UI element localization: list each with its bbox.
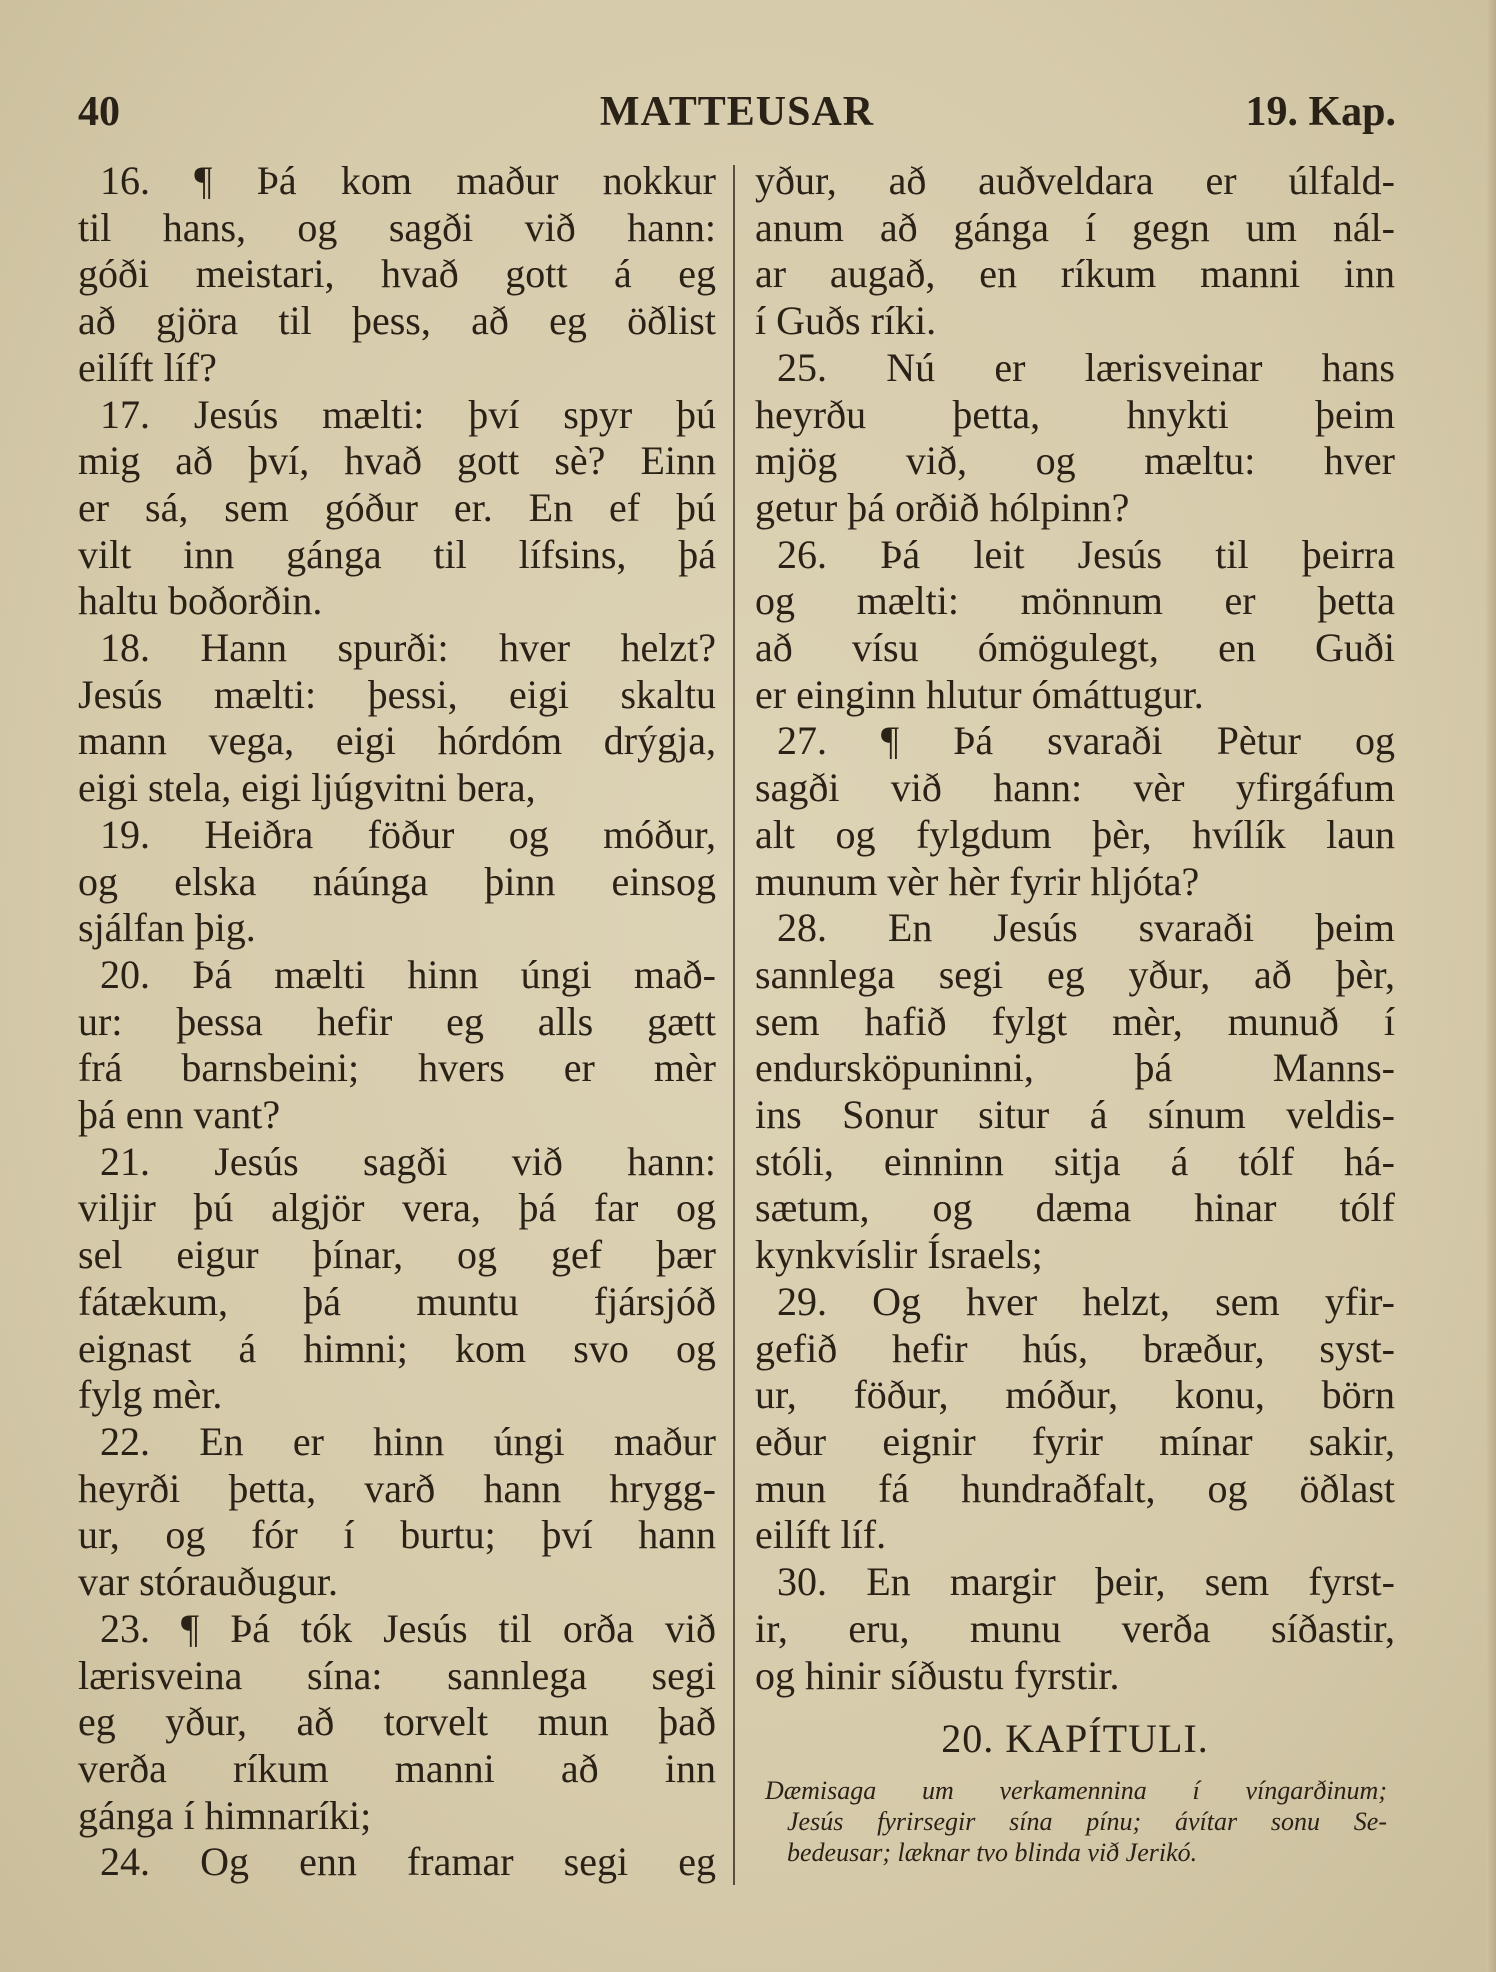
text-line: í Guðs ríki. [755, 298, 937, 344]
text-line: að vísu ómögulegt, en Guði [755, 625, 1395, 671]
verse-paragraph [78, 1839, 716, 1886]
book-title: MATTEUSAR [599, 89, 875, 135]
text-line: 26. Þá leit Jesús til þeirra [777, 531, 1395, 577]
verse-paragraph [755, 905, 1395, 1279]
text-line: yður, að auðveldara er úlfald- [755, 158, 1395, 203]
text-line: alt og fylgdum þèr, hvílík laun [755, 811, 1395, 857]
text-line: sel eigur þínar, og gef þær [78, 1232, 716, 1278]
text-line: eður eignir fyrir mínar sakir, [755, 1418, 1395, 1464]
text-line: kynkvíslir Ísraels; [755, 1232, 1043, 1278]
text-line: 22. En er hinn úngi maður [100, 1418, 716, 1464]
text-line: mig að því, hvað gott sè? Einn [78, 438, 716, 484]
page-number: 40 [78, 89, 120, 135]
text-line: sjálfan þig. [78, 905, 256, 951]
text-line: sem hafið fylgt mèr, munuð í [755, 998, 1395, 1044]
summary-line: Jesús fyrirsegir sína pínu; ávítar sonu Se- [787, 1807, 1387, 1837]
text-line: 30. En margir þeir, sem fyrst- [777, 1559, 1395, 1605]
left-column [78, 158, 716, 1886]
text-line: ur, föður, móður, konu, börn [755, 1372, 1395, 1418]
summary-line: bedeusar; læknar tvo blinda við Jerikó. [787, 1838, 1198, 1868]
text-line: góði meistari, hvað gott á eg [78, 251, 716, 297]
text-line: ins Sonur situr á sínum veldis- [755, 1092, 1395, 1138]
text-line: til hans, og sagði við hann: [78, 204, 716, 250]
text-line: mjög við, og mæltu: hver [755, 438, 1395, 484]
text-line: anum að gánga í gegn um nál- [755, 204, 1395, 250]
text-line: sætum, og dæma hinar tólf [755, 1185, 1395, 1231]
verse-paragraph [755, 1279, 1395, 1559]
text-line: 24. Og enn framar segi eg [100, 1839, 716, 1885]
summary-line: Dæmisaga um verkamennina í víngarðinum; [765, 1776, 1387, 1806]
text-line: sagði við hann: vèr yfirgáfum [755, 765, 1395, 811]
text-line: eignast á himni; kom svo og [78, 1325, 716, 1371]
text-line: 28. En Jesús svaraði þeim [777, 905, 1395, 951]
verse-paragraph [78, 625, 716, 812]
text-line: 16. ¶ Þá kom maður nokkur [100, 158, 716, 203]
text-line: ar augað, en ríkum manni inn [755, 251, 1395, 297]
verse-paragraph [755, 345, 1395, 532]
text-line: mann vega, eigi hórdóm drýgja, [78, 718, 716, 764]
column-divider [733, 165, 735, 1885]
text-line: vilt inn gánga til lífsins, þá [78, 531, 716, 577]
text-line: eilíft líf? [78, 344, 217, 390]
text-line: er einginn hlutur ómáttugur. [755, 671, 1204, 717]
text-line: ur, og fór í burtu; því hann [78, 1512, 716, 1558]
verse-paragraph [78, 1139, 716, 1419]
text-line: 23. ¶ Þá tók Jesús til orða við [100, 1605, 716, 1651]
text-line: haltu boðorðin. [78, 578, 323, 624]
text-line: 20. Þá mælti hinn úngi mað- [100, 951, 716, 997]
text-line: 27. ¶ Þá svaraði Pètur og [777, 718, 1395, 764]
text-line: fylg mèr. [78, 1372, 223, 1418]
text-line: og elska náúnga þinn einsog [78, 858, 716, 904]
verse-paragraph [755, 718, 1395, 905]
text-line: eg yður, að torvelt mun það [78, 1699, 716, 1745]
verse-paragraph [755, 532, 1395, 719]
text-line: frá barnsbeini; hvers er mèr [78, 1045, 716, 1091]
text-line: að gjöra til þess, að eg öðlist [78, 298, 716, 344]
text-line: munum vèr hèr fyrir hljóta? [755, 858, 1200, 904]
text-line: endursköpuninni, þá Manns- [755, 1045, 1395, 1091]
text-line: ur: þessa hefir eg alls gætt [78, 998, 716, 1044]
text-line: heyrðu þetta, hnykti þeim [755, 391, 1395, 437]
verse-paragraph [78, 1606, 716, 1840]
text-line: var stórauðugur. [78, 1559, 338, 1605]
page-edge [1486, 0, 1496, 1972]
text-line: stóli, einninn sitja á tólf há- [755, 1138, 1395, 1184]
text-line: ir, eru, munu verða síðastir, [755, 1605, 1395, 1651]
chapter-summary [755, 1775, 1395, 1868]
text-line: sannlega segi eg yður, að þèr, [755, 951, 1395, 997]
text-line: heyrði þetta, varð hann hrygg- [78, 1465, 716, 1511]
text-line: 19. Heiðra föður og móður, [100, 811, 716, 857]
text-line: viljir þú algjör vera, þá far og [78, 1185, 716, 1231]
right-column [755, 158, 1395, 1868]
text-line: 18. Hann spurði: hver helzt? [100, 625, 716, 671]
text-line: þá enn vant? [78, 1092, 281, 1138]
text-line: lærisveina sína: sannlega segi [78, 1652, 716, 1698]
verse-paragraph [78, 1419, 716, 1606]
text-line: eilíft líf. [755, 1512, 887, 1558]
running-header [78, 88, 1396, 138]
text-line: og mælti: mönnum er þetta [755, 578, 1395, 624]
verse-paragraph [755, 1559, 1395, 1699]
text-line: 17. Jesús mælti: því spyr þú [100, 391, 716, 437]
text-line: verða ríkum manni að inn [78, 1745, 716, 1791]
verse-paragraph [78, 392, 716, 626]
verse-paragraph [78, 812, 716, 952]
text-line: og hinir síðustu fyrstir. [755, 1652, 1120, 1698]
text-line: eigi stela, eigi ljúgvitni bera, [78, 765, 536, 811]
text-line: 21. Jesús sagði við hann: [100, 1138, 716, 1184]
verse-paragraph [755, 158, 1395, 345]
text-line: gefið hefir hús, bræður, syst- [755, 1325, 1395, 1371]
text-line: er sá, sem góður er. En ef þú [78, 484, 716, 530]
chapter-heading: 20. KAPÍTULI. [941, 1716, 1209, 1762]
text-line: fátækum, þá muntu fjársjóð [78, 1278, 716, 1324]
verse-paragraph [78, 952, 716, 1139]
text-line: gánga í himnaríki; [78, 1792, 372, 1838]
text-line: getur þá orðið hólpinn? [755, 484, 1130, 530]
text-line: 25. Nú er lærisveinar hans [777, 344, 1395, 390]
chapter-reference: 19. Kap. [1245, 89, 1396, 135]
text-line: 29. Og hver helzt, sem yfir- [777, 1278, 1395, 1324]
verse-paragraph [78, 158, 716, 392]
text-line: Jesús mælti: þessi, eigi skaltu [78, 671, 716, 717]
text-line: mun fá hundraðfalt, og öðlast [755, 1465, 1395, 1511]
